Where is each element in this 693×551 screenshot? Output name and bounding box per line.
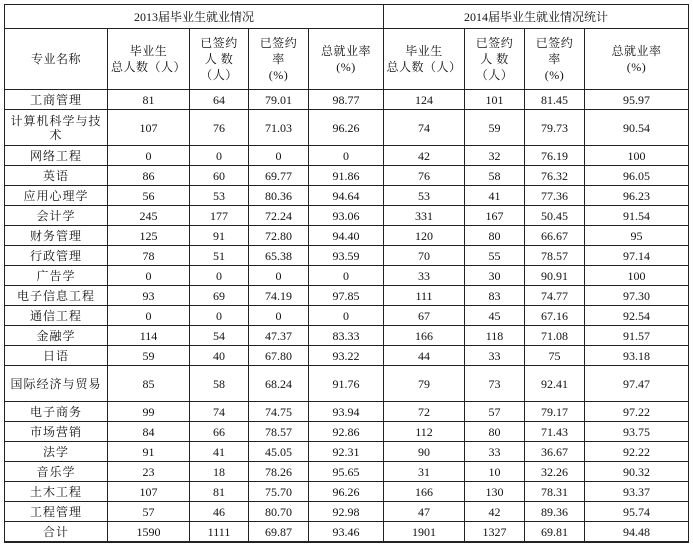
cell-employment-rate-2013: 93.94 (309, 402, 384, 422)
cell-total-2014: 67 (384, 306, 465, 326)
header-2013-employment-rate: 总就业率 (%) (309, 29, 384, 90)
cell-sign-rate-2013: 72.80 (249, 226, 309, 246)
cell-signed-2014: 42 (465, 502, 525, 522)
cell-total-2013: 107 (108, 110, 190, 146)
cell-major-name: 会计学 (5, 206, 108, 226)
cell-employment-rate-2014: 100 (585, 266, 689, 286)
cell-signed-2013: 66 (190, 422, 249, 442)
cell-total-2014: 31 (384, 462, 465, 482)
cell-total-2013: 125 (108, 226, 190, 246)
cell-sign-rate-2013: 0 (249, 266, 309, 286)
cell-signed-2014: 57 (465, 402, 525, 422)
cell-signed-2014: 45 (465, 306, 525, 326)
cell-total-2013: 84 (108, 422, 190, 442)
cell-sign-rate-2013: 47.37 (249, 326, 309, 346)
employment-table-container (4, 4, 689, 543)
cell-sign-rate-2014: 75 (525, 346, 585, 366)
cell-employment-rate-2013: 92.31 (309, 442, 384, 462)
cell-total-2014: 1901 (384, 522, 465, 543)
cell-total-2013: 59 (108, 346, 190, 366)
cell-employment-rate-2014: 95.97 (585, 90, 689, 110)
cell-sign-rate-2013: 65.38 (249, 246, 309, 266)
cell-sign-rate-2013: 78.26 (249, 462, 309, 482)
cell-sign-rate-2014: 32.26 (525, 462, 585, 482)
cell-major-name: 日语 (5, 346, 108, 366)
cell-signed-2014: 130 (465, 482, 525, 502)
cell-signed-2014: 33 (465, 442, 525, 462)
cell-signed-2013: 91 (190, 226, 249, 246)
cell-total-2013: 85 (108, 366, 190, 402)
cell-employment-rate-2014: 95 (585, 226, 689, 246)
header-2013-total: 毕业生 总人数（人） (108, 29, 190, 90)
cell-signed-2014: 167 (465, 206, 525, 226)
cell-employment-rate-2014: 97.30 (585, 286, 689, 306)
header-2014-total: 毕业生 总人数（人） (384, 29, 465, 90)
table-row (5, 306, 689, 326)
cell-sign-rate-2013: 80.36 (249, 186, 309, 206)
cell-sign-rate-2013: 0 (249, 306, 309, 326)
cell-employment-rate-2014: 97.22 (585, 402, 689, 422)
cell-sign-rate-2013: 0 (249, 146, 309, 166)
cell-signed-2014: 101 (465, 90, 525, 110)
cell-sign-rate-2014: 69.81 (525, 522, 585, 543)
cell-total-2013: 0 (108, 146, 190, 166)
cell-signed-2013: 0 (190, 266, 249, 286)
cell-signed-2013: 54 (190, 326, 249, 346)
cell-employment-rate-2013: 96.26 (309, 110, 384, 146)
header-2014-employment-rate: 总就业率 (%) (585, 29, 689, 90)
cell-total-2014: 331 (384, 206, 465, 226)
total-row (5, 522, 689, 543)
cell-total-2013: 0 (108, 266, 190, 286)
cell-sign-rate-2013: 69.87 (249, 522, 309, 543)
header-2014-signed: 已签约 人 数 （人） (465, 29, 525, 90)
cell-signed-2014: 30 (465, 266, 525, 286)
cell-major-name: 国际经济与贸易 (5, 366, 108, 402)
cell-sign-rate-2014: 78.31 (525, 482, 585, 502)
cell-sign-rate-2014: 81.45 (525, 90, 585, 110)
table-row (5, 462, 689, 482)
cell-major-name: 合计 (5, 522, 108, 543)
cell-employment-rate-2013: 93.46 (309, 522, 384, 543)
group-title-row (5, 5, 689, 29)
cell-employment-rate-2013: 95.65 (309, 462, 384, 482)
cell-signed-2013: 18 (190, 462, 249, 482)
cell-signed-2013: 177 (190, 206, 249, 226)
cell-signed-2013: 74 (190, 402, 249, 422)
header-2013-sign-rate: 已签约 率 (%) (249, 29, 309, 90)
cell-employment-rate-2014: 90.32 (585, 462, 689, 482)
cell-major-name: 法学 (5, 442, 108, 462)
cell-signed-2014: 41 (465, 186, 525, 206)
cell-total-2014: 166 (384, 326, 465, 346)
table-row (5, 246, 689, 266)
cell-total-2014: 90 (384, 442, 465, 462)
table-row (5, 146, 689, 166)
cell-employment-rate-2013: 92.98 (309, 502, 384, 522)
cell-sign-rate-2013: 78.57 (249, 422, 309, 442)
cell-employment-rate-2014: 90.54 (585, 110, 689, 146)
cell-major-name: 广告学 (5, 266, 108, 286)
cell-major-name: 金融学 (5, 326, 108, 346)
cell-signed-2013: 0 (190, 306, 249, 326)
table-row (5, 266, 689, 286)
cell-employment-rate-2013: 91.86 (309, 166, 384, 186)
table-row (5, 346, 689, 366)
cell-employment-rate-2014: 97.14 (585, 246, 689, 266)
cell-sign-rate-2013: 75.70 (249, 482, 309, 502)
cell-sign-rate-2013: 74.75 (249, 402, 309, 422)
cell-sign-rate-2014: 79.73 (525, 110, 585, 146)
group-title-2014: 2014届毕业生就业情况统计 (384, 5, 689, 29)
cell-major-name: 工商管理 (5, 90, 108, 110)
cell-employment-rate-2013: 83.33 (309, 326, 384, 346)
cell-major-name: 工程管理 (5, 502, 108, 522)
cell-employment-rate-2013: 0 (309, 266, 384, 286)
cell-major-name: 英语 (5, 166, 108, 186)
cell-total-2013: 93 (108, 286, 190, 306)
column-header-row (5, 29, 689, 90)
cell-employment-rate-2013: 96.26 (309, 482, 384, 502)
cell-total-2014: 47 (384, 502, 465, 522)
cell-employment-rate-2014: 93.18 (585, 346, 689, 366)
cell-employment-rate-2014: 95.74 (585, 502, 689, 522)
cell-employment-rate-2013: 93.06 (309, 206, 384, 226)
cell-signed-2014: 1327 (465, 522, 525, 543)
cell-sign-rate-2014: 89.36 (525, 502, 585, 522)
cell-signed-2013: 64 (190, 90, 249, 110)
cell-total-2013: 0 (108, 306, 190, 326)
cell-total-2014: 111 (384, 286, 465, 306)
header-major: 专业名称 (5, 29, 108, 90)
cell-sign-rate-2014: 74.77 (525, 286, 585, 306)
cell-total-2013: 86 (108, 166, 190, 186)
cell-employment-rate-2013: 0 (309, 306, 384, 326)
table-row (5, 402, 689, 422)
cell-total-2014: 79 (384, 366, 465, 402)
cell-sign-rate-2014: 50.45 (525, 206, 585, 226)
cell-sign-rate-2013: 45.05 (249, 442, 309, 462)
cell-sign-rate-2014: 90.91 (525, 266, 585, 286)
cell-total-2014: 112 (384, 422, 465, 442)
cell-signed-2013: 76 (190, 110, 249, 146)
cell-sign-rate-2014: 78.57 (525, 246, 585, 266)
cell-employment-rate-2014: 100 (585, 146, 689, 166)
cell-signed-2013: 1111 (190, 522, 249, 543)
cell-employment-rate-2013: 98.77 (309, 90, 384, 110)
cell-sign-rate-2013: 71.03 (249, 110, 309, 146)
cell-total-2013: 56 (108, 186, 190, 206)
cell-employment-rate-2014: 92.54 (585, 306, 689, 326)
cell-total-2014: 44 (384, 346, 465, 366)
cell-total-2013: 114 (108, 326, 190, 346)
group-title-2013: 2013届毕业生就业情况 (5, 5, 384, 29)
cell-signed-2014: 83 (465, 286, 525, 306)
table-row (5, 166, 689, 186)
cell-signed-2014: 55 (465, 246, 525, 266)
cell-major-name: 网络工程 (5, 146, 108, 166)
header-2014-sign-rate: 已签约 率 (%) (525, 29, 585, 90)
cell-signed-2014: 80 (465, 226, 525, 246)
cell-major-name: 行政管理 (5, 246, 108, 266)
cell-sign-rate-2014: 79.17 (525, 402, 585, 422)
table-row (5, 206, 689, 226)
cell-employment-rate-2014: 91.57 (585, 326, 689, 346)
cell-sign-rate-2014: 76.32 (525, 166, 585, 186)
cell-sign-rate-2013: 72.24 (249, 206, 309, 226)
cell-sign-rate-2013: 68.24 (249, 366, 309, 402)
cell-total-2014: 72 (384, 402, 465, 422)
cell-employment-rate-2013: 94.40 (309, 226, 384, 246)
cell-employment-rate-2014: 92.22 (585, 442, 689, 462)
table-row (5, 186, 689, 206)
table-row (5, 482, 689, 502)
cell-total-2014: 42 (384, 146, 465, 166)
cell-sign-rate-2014: 71.43 (525, 422, 585, 442)
cell-signed-2013: 81 (190, 482, 249, 502)
cell-sign-rate-2013: 74.19 (249, 286, 309, 306)
cell-major-name: 财务管理 (5, 226, 108, 246)
cell-total-2013: 81 (108, 90, 190, 110)
cell-employment-rate-2014: 97.47 (585, 366, 689, 402)
cell-total-2013: 99 (108, 402, 190, 422)
cell-major-name: 土木工程 (5, 482, 108, 502)
cell-total-2013: 78 (108, 246, 190, 266)
cell-total-2013: 91 (108, 442, 190, 462)
employment-statistics-table (4, 4, 689, 543)
cell-signed-2014: 59 (465, 110, 525, 146)
cell-total-2014: 120 (384, 226, 465, 246)
cell-total-2014: 124 (384, 90, 465, 110)
cell-signed-2014: 80 (465, 422, 525, 442)
cell-total-2014: 74 (384, 110, 465, 146)
cell-sign-rate-2013: 69.77 (249, 166, 309, 186)
table-row (5, 442, 689, 462)
cell-signed-2013: 40 (190, 346, 249, 366)
cell-employment-rate-2013: 97.85 (309, 286, 384, 306)
cell-sign-rate-2014: 66.67 (525, 226, 585, 246)
table-row (5, 110, 689, 146)
cell-total-2013: 1590 (108, 522, 190, 543)
cell-sign-rate-2014: 36.67 (525, 442, 585, 462)
header-2013-signed: 已签约 人 数 （人） (190, 29, 249, 90)
cell-total-2013: 245 (108, 206, 190, 226)
cell-employment-rate-2014: 94.48 (585, 522, 689, 543)
cell-employment-rate-2013: 92.86 (309, 422, 384, 442)
cell-major-name: 电子商务 (5, 402, 108, 422)
cell-sign-rate-2014: 77.36 (525, 186, 585, 206)
cell-employment-rate-2014: 91.54 (585, 206, 689, 226)
table-row (5, 326, 689, 346)
cell-signed-2014: 118 (465, 326, 525, 346)
cell-employment-rate-2013: 93.59 (309, 246, 384, 266)
cell-sign-rate-2014: 76.19 (525, 146, 585, 166)
cell-major-name: 计算机科学与技术 (5, 110, 108, 146)
cell-total-2014: 33 (384, 266, 465, 286)
cell-major-name: 应用心理学 (5, 186, 108, 206)
cell-employment-rate-2014: 93.75 (585, 422, 689, 442)
table-row (5, 366, 689, 402)
cell-sign-rate-2014: 71.08 (525, 326, 585, 346)
cell-signed-2013: 69 (190, 286, 249, 306)
cell-sign-rate-2014: 67.16 (525, 306, 585, 326)
cell-employment-rate-2014: 93.37 (585, 482, 689, 502)
cell-total-2013: 23 (108, 462, 190, 482)
cell-employment-rate-2013: 0 (309, 146, 384, 166)
cell-major-name: 音乐学 (5, 462, 108, 482)
cell-employment-rate-2014: 96.05 (585, 166, 689, 186)
cell-sign-rate-2013: 79.01 (249, 90, 309, 110)
cell-employment-rate-2013: 93.22 (309, 346, 384, 366)
cell-employment-rate-2013: 94.64 (309, 186, 384, 206)
cell-total-2014: 70 (384, 246, 465, 266)
cell-signed-2013: 53 (190, 186, 249, 206)
table-row (5, 90, 689, 110)
cell-sign-rate-2014: 92.41 (525, 366, 585, 402)
cell-major-name: 电子信息工程 (5, 286, 108, 306)
cell-sign-rate-2013: 80.70 (249, 502, 309, 522)
cell-signed-2014: 33 (465, 346, 525, 366)
cell-major-name: 通信工程 (5, 306, 108, 326)
cell-signed-2013: 51 (190, 246, 249, 266)
cell-employment-rate-2013: 91.76 (309, 366, 384, 402)
cell-signed-2014: 58 (465, 166, 525, 186)
cell-signed-2013: 41 (190, 442, 249, 462)
cell-total-2013: 57 (108, 502, 190, 522)
cell-sign-rate-2013: 67.80 (249, 346, 309, 366)
table-row (5, 422, 689, 442)
cell-signed-2014: 73 (465, 366, 525, 402)
cell-total-2014: 166 (384, 482, 465, 502)
table-row (5, 286, 689, 306)
table-row (5, 226, 689, 246)
cell-signed-2013: 58 (190, 366, 249, 402)
cell-employment-rate-2014: 96.23 (585, 186, 689, 206)
cell-signed-2014: 10 (465, 462, 525, 482)
cell-signed-2013: 0 (190, 146, 249, 166)
cell-signed-2013: 46 (190, 502, 249, 522)
cell-total-2014: 53 (384, 186, 465, 206)
cell-major-name: 市场营销 (5, 422, 108, 442)
table-row (5, 502, 689, 522)
cell-total-2013: 107 (108, 482, 190, 502)
cell-total-2014: 76 (384, 166, 465, 186)
cell-signed-2014: 32 (465, 146, 525, 166)
cell-signed-2013: 60 (190, 166, 249, 186)
